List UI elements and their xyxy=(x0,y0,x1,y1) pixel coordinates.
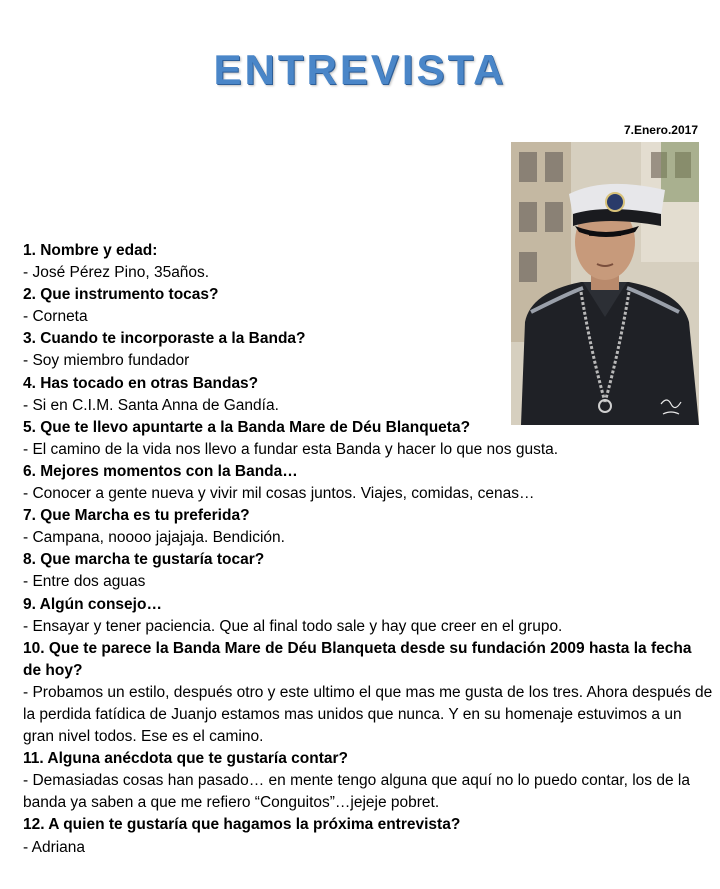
answer-3: - Soy miembro fundador xyxy=(23,352,190,370)
question-11: 11. Alguna anécdota que te gustaría contar? xyxy=(23,750,349,768)
question-1: 1. Nombre y edad: xyxy=(23,242,158,259)
question-9: 9. Algún consejo… xyxy=(23,595,162,613)
question-5: 5. Que te llevo apuntarte a la Banda Mare de Déu Blanqueta? xyxy=(23,418,471,436)
question-8: 8. Que marcha te gustaría tocar? xyxy=(23,551,265,569)
answer-1: - José Pérez Pino, 35años. xyxy=(23,264,210,282)
answer-8: - Entre dos aguas xyxy=(23,573,146,591)
answer-7: - Campana, noooo jajajaja. Bendición. xyxy=(23,529,285,547)
question-6: 6. Mejores momentos con la Banda… xyxy=(23,462,298,480)
answer-5: - El camino de la vida nos llevo a fundar esta Banda y hacer lo que nos gusta. xyxy=(23,440,559,458)
answer-2: - Corneta xyxy=(23,308,88,326)
answer-9: - Ensayar y tener paciencia. Que al final todo sale y hay que creer en el grupo. xyxy=(23,617,563,635)
interview-qa-list xyxy=(23,240,713,859)
answer-11: - Demasiadas cosas han pasado… en mente tengo alguna que aquí no lo puedo contar, los de la banda ya saben a que me refiero “Conguitos”…jejeje pobret. xyxy=(23,772,690,812)
question-3: 3. Cuando te incorporaste a la Banda? xyxy=(23,330,306,348)
interview-date: 7.Enero.2017 xyxy=(623,123,698,137)
answer-12: - Adriana xyxy=(23,838,86,856)
question-2: 2. Que instrumento tocas? xyxy=(23,286,219,304)
question-12: 12. A quien te gustaría que hagamos la próxima entrevista? xyxy=(23,816,461,834)
question-7: 7. Que Marcha es tu preferida? xyxy=(23,507,250,525)
answer-6: - Conocer a gente nueva y vivir mil cosas juntos. Viajes, comidas, cenas… xyxy=(23,485,535,503)
page-title: ENTREVISTA xyxy=(213,46,507,93)
question-4: 4. Has tocado en otras Bandas? xyxy=(23,374,259,392)
question-10: 10. Que te parece la Banda Mare de Déu Blanqueta desde su fundación 2009 hasta la fecha de hoy? xyxy=(23,639,692,679)
answer-10: - Probamos un estilo, después otro y este ultimo el que mas me gusta de los tres. Ahora después de la perdida fatídica de Juanjo estamos mas unidos que nunca. Y en su homenaje estuvimos a un gran nivel todos. Ese es el camino. xyxy=(23,683,713,746)
answer-4: - Si en C.I.M. Santa Anna de Gandía. xyxy=(23,396,279,414)
